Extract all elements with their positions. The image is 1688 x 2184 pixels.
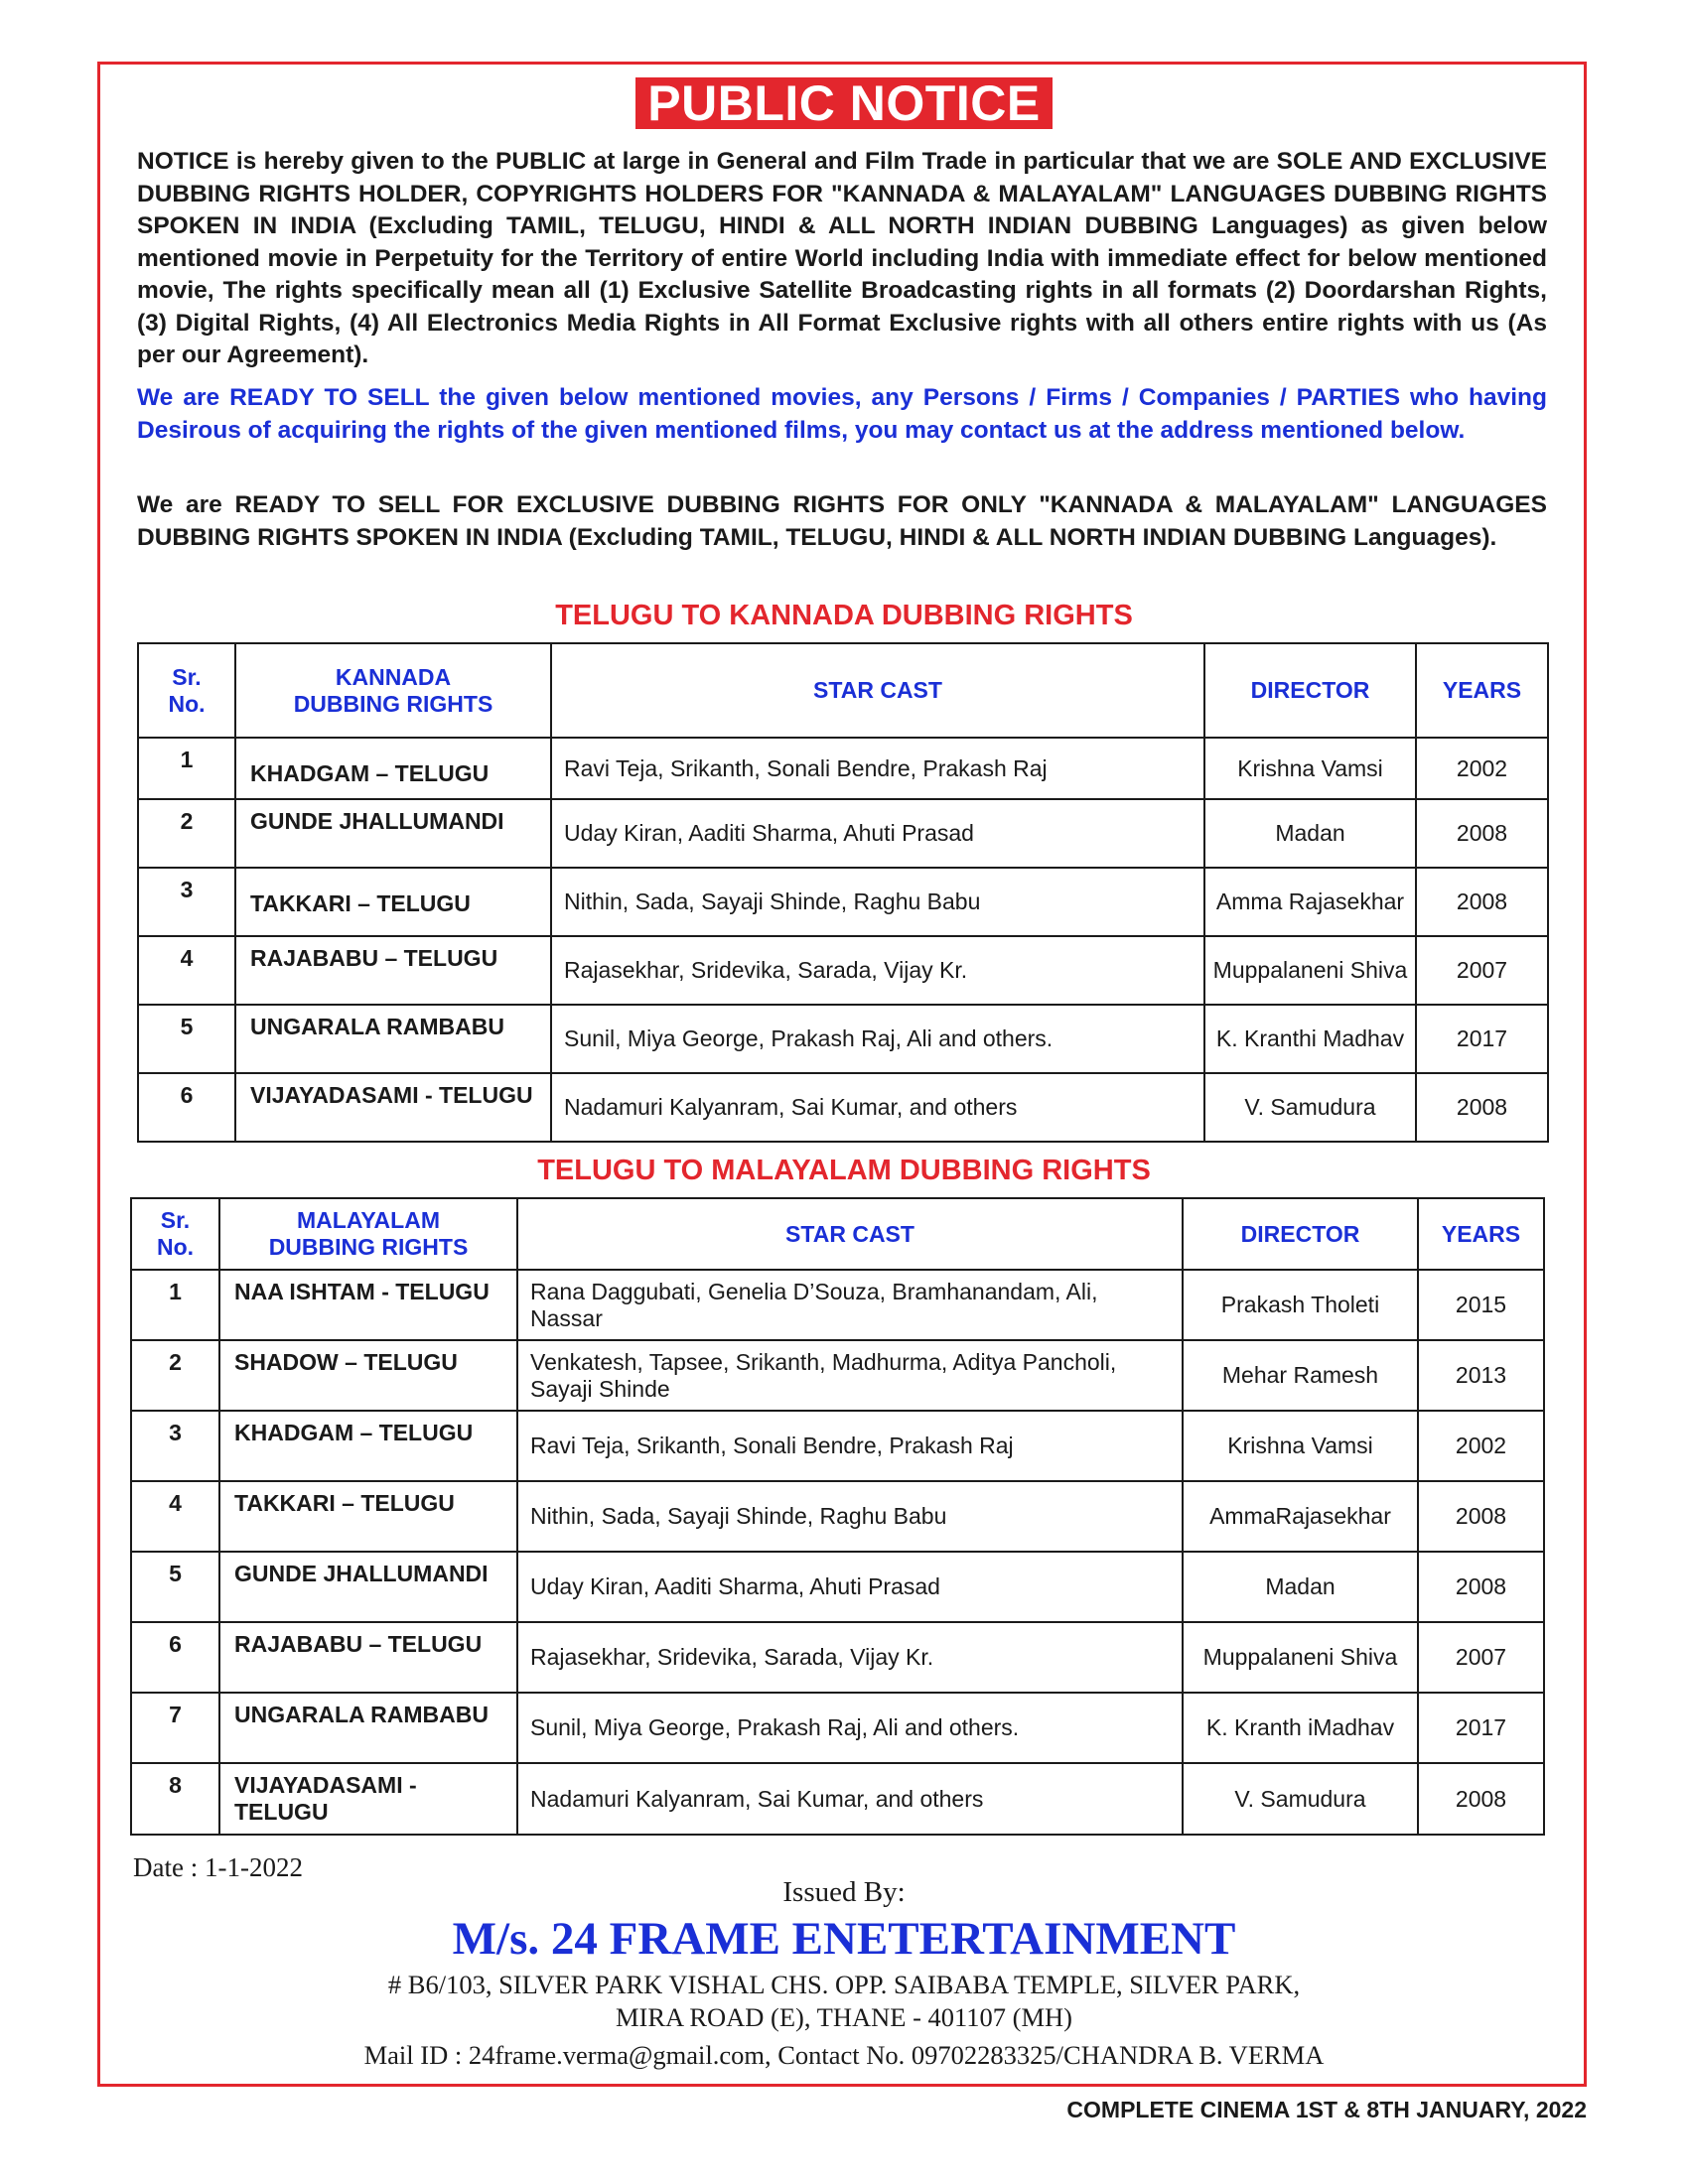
row-year: 2008 — [1418, 1763, 1544, 1835]
row-year: 2008 — [1418, 1552, 1544, 1622]
malayalam-section-title: TELUGU TO MALAYALAM DUBBING RIGHTS — [537, 1155, 1151, 1186]
company-name: M/s. 24 FRAME ENETERTAINMENT — [452, 1913, 1236, 1965]
malayalam-rights-table — [130, 1197, 1545, 1836]
row-movie: RAJABABU – TELUGU — [235, 936, 551, 1005]
table-row — [131, 1270, 1544, 1340]
header-years: YEARS — [1418, 1198, 1544, 1270]
row-sr: 1 — [131, 1270, 219, 1340]
address-line-1: # B6/103, SILVER PARK VISHAL CHS. OPP. SAIBABA TEMPLE, SILVER PARK, — [387, 1970, 1301, 1999]
row-star-cast: Rana Daggubati, Genelia D’Souza, Bramhanandam, Ali, Nassar — [517, 1270, 1183, 1340]
row-sr: 5 — [138, 1005, 235, 1073]
row-movie: GUNDE JHALLUMANDI — [235, 799, 551, 868]
row-sr: 6 — [131, 1622, 219, 1693]
row-star-cast: Uday Kiran, Aaditi Sharma, Ahuti Prasad — [517, 1552, 1183, 1622]
notice-paragraph-sale: We are READY TO SELL the given below mentioned movies, any Persons / Firms / Companies / PARTIES who having Desirous of acquiring the rights of the given mentioned films, you may contact us at the address mentioned below. — [137, 384, 1547, 444]
row-director: Muppalaneni Shiva — [1204, 936, 1416, 1005]
row-sr: 6 — [138, 1073, 235, 1142]
row-year: 2008 — [1416, 799, 1548, 868]
row-sr: 2 — [138, 799, 235, 868]
header-star-cast: STAR CAST — [551, 643, 1204, 738]
row-year: 2017 — [1418, 1693, 1544, 1763]
contact-line: Mail ID : 24frame.verma@gmail.com, Contact No. 09702283325/CHANDRA B. VERMA — [363, 2040, 1325, 2070]
table-row — [131, 1552, 1544, 1622]
publication-footer: COMPLETE CINEMA 1ST & 8TH JANUARY, 2022 — [1066, 2097, 1587, 2122]
row-year: 2008 — [1416, 868, 1548, 936]
table-row — [131, 1763, 1544, 1835]
row-movie: SHADOW – TELUGU — [219, 1340, 517, 1411]
row-star-cast: Nadamuri Kalyanram, Sai Kumar, and others — [551, 1073, 1204, 1142]
row-movie: KHADGAM – TELUGU — [235, 738, 551, 799]
row-director: Madan — [1183, 1552, 1418, 1622]
row-director: Muppalaneni Shiva — [1183, 1622, 1418, 1693]
row-year: 2017 — [1416, 1005, 1548, 1073]
row-director: Krishna Vamsi — [1183, 1411, 1418, 1481]
row-sr: 7 — [131, 1693, 219, 1763]
notice-paragraph-rights: NOTICE is hereby given to the PUBLIC at large in General and Film Trade in particular that we are SOLE AND EXCLUSIVE DUBBING RIGHTS HOLDER, COPYRIGHTS HOLDERS FOR "KANNADA & MALAYALAM" LANGUAGES DUBBING RIGHTS SPOKEN IN INDIA (Excluding TAMIL, TELUGU, HINDI & ALL NORTH INDIAN DUBBING Languages) as given below mentioned movie in Perpetuity for the Territory of entire World including India with immediate effect for below mentioned movie, The rights specifically mean all (1) Exclusive Satellite Broadcasting rights in all formats (2) Doordarshan Rights, (3) Digital Rights, (4) All Electronics Media Rights in All Format Exclusive rights with all others entire rights with us (As per our Agreement). — [137, 148, 1547, 368]
kannada-rights-table — [137, 642, 1549, 1143]
row-star-cast: Venkatesh, Tapsee, Srikanth, Madhurma, Aditya Pancholi, Sayaji Shinde — [517, 1340, 1183, 1411]
row-year: 2015 — [1418, 1270, 1544, 1340]
table-row — [131, 1411, 1544, 1481]
row-year: 2008 — [1416, 1073, 1548, 1142]
issued-by-label: Issued By: — [782, 1876, 906, 1908]
header-star-cast: STAR CAST — [517, 1198, 1183, 1270]
row-movie: GUNDE JHALLUMANDI — [219, 1552, 517, 1622]
row-star-cast: Sunil, Miya George, Prakash Raj, Ali and others. — [551, 1005, 1204, 1073]
notice-date: Date : 1-1-2022 — [133, 1852, 303, 1882]
row-director: Madan — [1204, 799, 1416, 868]
row-movie: UNGARALA RAMBABU — [219, 1693, 517, 1763]
table-row — [138, 738, 1548, 799]
table-row — [131, 1340, 1544, 1411]
row-sr: 1 — [138, 738, 235, 799]
row-director: K. Kranth iMadhav — [1183, 1693, 1418, 1763]
row-star-cast: Sunil, Miya George, Prakash Raj, Ali and others. — [517, 1693, 1183, 1763]
row-star-cast: Uday Kiran, Aaditi Sharma, Ahuti Prasad — [551, 799, 1204, 868]
row-sr: 3 — [131, 1411, 219, 1481]
table-row — [131, 1622, 1544, 1693]
header-years: YEARS — [1416, 643, 1548, 738]
header-director: DIRECTOR — [1183, 1198, 1418, 1270]
row-director: V. Samudura — [1183, 1763, 1418, 1835]
header-director: DIRECTOR — [1204, 643, 1416, 738]
row-year: 2007 — [1418, 1622, 1544, 1693]
row-director: Prakash Tholeti — [1183, 1270, 1418, 1340]
row-sr: 4 — [131, 1481, 219, 1552]
row-sr: 5 — [131, 1552, 219, 1622]
table-row — [138, 936, 1548, 1005]
row-director: Mehar Ramesh — [1183, 1340, 1418, 1411]
table-row — [131, 1693, 1544, 1763]
row-year: 2002 — [1416, 738, 1548, 799]
notice-title: PUBLIC NOTICE — [635, 77, 1052, 129]
row-star-cast: Nadamuri Kalyanram, Sai Kumar, and others — [517, 1763, 1183, 1835]
row-year: 2002 — [1418, 1411, 1544, 1481]
row-director: Amma Rajasekhar — [1204, 868, 1416, 936]
row-director: V. Samudura — [1204, 1073, 1416, 1142]
header-rights: KANNADA DUBBING RIGHTS — [235, 643, 551, 738]
row-movie: RAJABABU – TELUGU — [219, 1622, 517, 1693]
row-star-cast: Rajasekhar, Sridevika, Sarada, Vijay Kr. — [517, 1622, 1183, 1693]
row-movie: TAKKARI – TELUGU — [219, 1481, 517, 1552]
row-star-cast: Nithin, Sada, Sayaji Shinde, Raghu Babu — [551, 868, 1204, 936]
table-row — [138, 799, 1548, 868]
row-movie: VIJAYADASAMI - TELUGU — [219, 1763, 517, 1835]
table-row — [138, 1073, 1548, 1142]
header-rights: MALAYALAM DUBBING RIGHTS — [219, 1198, 517, 1270]
row-sr: 2 — [131, 1340, 219, 1411]
kannada-section-title: TELUGU TO KANNADA DUBBING RIGHTS — [555, 600, 1133, 631]
row-year: 2008 — [1418, 1481, 1544, 1552]
row-director: Krishna Vamsi — [1204, 738, 1416, 799]
row-star-cast: Rajasekhar, Sridevika, Sarada, Vijay Kr. — [551, 936, 1204, 1005]
row-movie: TAKKARI – TELUGU — [235, 868, 551, 936]
row-star-cast: Ravi Teja, Srikanth, Sonali Bendre, Prakash Raj — [551, 738, 1204, 799]
row-movie: NAA ISHTAM - TELUGU — [219, 1270, 517, 1340]
row-star-cast: Ravi Teja, Srikanth, Sonali Bendre, Prakash Raj — [517, 1411, 1183, 1481]
row-director: AmmaRajasekhar — [1183, 1481, 1418, 1552]
notice-paragraph-exclusive: We are READY TO SELL FOR EXCLUSIVE DUBBING RIGHTS FOR ONLY "KANNADA & MALAYALAM" LANGUAGES DUBBING RIGHTS SPOKEN IN INDIA (Excluding TAMIL, TELUGU, HINDI & ALL NORTH INDIAN DUBBING Languages). — [137, 491, 1547, 551]
row-movie: VIJAYADASAMI - TELUGU — [235, 1073, 551, 1142]
address-line-2: MIRA ROAD (E), THANE - 401107 (MH) — [615, 2002, 1073, 2032]
header-sr: Sr. No. — [131, 1198, 219, 1270]
row-year: 2007 — [1416, 936, 1548, 1005]
table-row — [138, 868, 1548, 936]
table-header-row — [131, 1198, 1544, 1270]
row-director: K. Kranthi Madhav — [1204, 1005, 1416, 1073]
row-star-cast: Nithin, Sada, Sayaji Shinde, Raghu Babu — [517, 1481, 1183, 1552]
row-year: 2013 — [1418, 1340, 1544, 1411]
row-sr: 8 — [131, 1763, 219, 1835]
title-wrap — [0, 77, 1688, 129]
table-row — [131, 1481, 1544, 1552]
row-movie: KHADGAM – TELUGU — [219, 1411, 517, 1481]
row-movie: UNGARALA RAMBABU — [235, 1005, 551, 1073]
table-header-row — [138, 643, 1548, 738]
row-sr: 3 — [138, 868, 235, 936]
table-row — [138, 1005, 1548, 1073]
header-sr: Sr. No. — [138, 643, 235, 738]
row-sr: 4 — [138, 936, 235, 1005]
